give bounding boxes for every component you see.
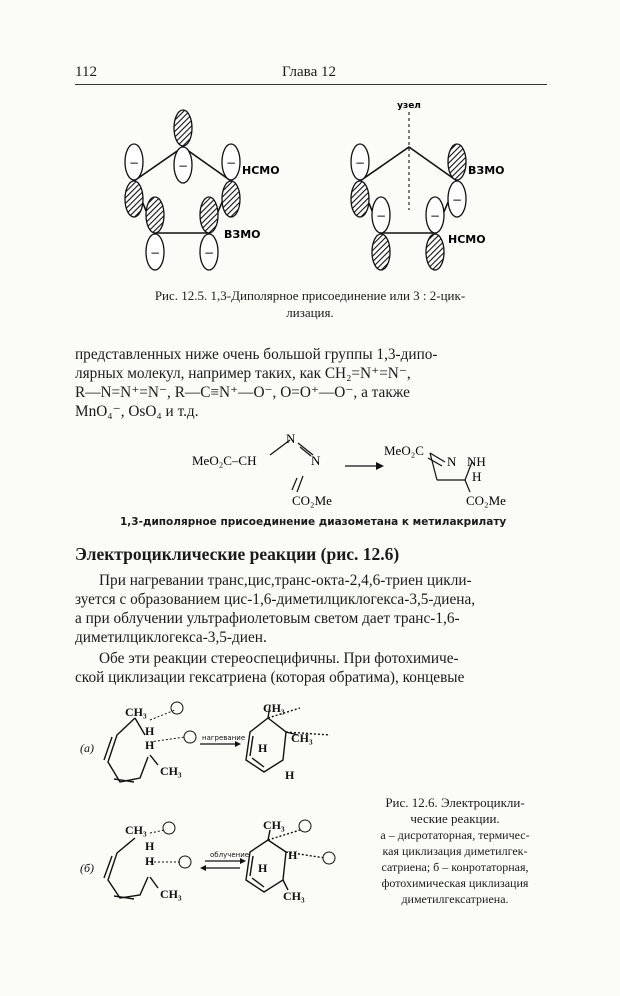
section-heading: Электроциклические реакции (рис. 12.6) xyxy=(75,544,400,564)
acrylate-ester: CO₂Me xyxy=(292,493,332,508)
n-label: N xyxy=(286,431,296,446)
reactant-ester: MeO₂C–CH xyxy=(192,453,257,468)
homo-label-left: ВЗМО xyxy=(224,228,261,241)
homo-label-right: ВЗМО xyxy=(468,164,505,177)
minus-sign: − xyxy=(128,156,140,170)
product-ester-bottom: CO₂Me xyxy=(466,493,506,508)
text-line: зуется с образованием цис-1,6-диметилциклогекса-3,5-диена, xyxy=(75,591,476,608)
text-line: диметилциклогекса-3,5-диен. xyxy=(75,629,267,646)
cyclohexadiene-a xyxy=(246,705,330,772)
ch3-label: CH₃ xyxy=(283,889,305,903)
lumo-label-right: НСМО xyxy=(448,233,486,246)
ch3-label: CH₃ xyxy=(291,731,313,745)
minus-sign: − xyxy=(375,209,387,223)
arrow-b-label: облучение xyxy=(210,851,250,859)
ch3-label: CH₃ xyxy=(125,823,147,837)
node-label: узел xyxy=(397,101,421,111)
chapter-title: Глава 12 xyxy=(282,64,336,80)
h-label: H xyxy=(258,861,268,875)
text-line: При нагревании транс,цис,транс-окта-2,4,6-триен цикли- xyxy=(99,572,472,589)
text-line: а при облучении ультрафиолетовым светом дает транс-1,6- xyxy=(75,610,460,627)
text-line: представленных ниже очень большой группы 1,3-дипо- xyxy=(75,346,438,363)
caption-body: диметилгексатриена. xyxy=(401,892,509,906)
product-ester-top: MeO₂C xyxy=(384,443,424,458)
text-line: ской циклизации гексатриена (которая обратима), концевые xyxy=(75,669,465,686)
minus-sign: − xyxy=(225,156,237,170)
minus-sign: − xyxy=(451,193,463,207)
caption-title: ческие реакции. xyxy=(410,811,500,826)
caption-line: Рис. 12.5. 1,3-Диполярное присоединение или 3 : 2-цик- xyxy=(154,288,466,303)
h-label: H xyxy=(145,854,155,868)
minus-sign: − xyxy=(149,246,161,260)
text-line: Обе эти реакции стереоспецифичны. При фотохимиче- xyxy=(99,650,459,667)
minus-sign: − xyxy=(177,159,189,173)
h-label: H xyxy=(145,839,155,853)
ch3-label: CH₃ xyxy=(263,701,285,715)
label-a: (а) xyxy=(80,741,94,755)
minus-sign: − xyxy=(354,156,366,170)
caption-line: лизация. xyxy=(286,305,334,320)
h-label: H xyxy=(285,768,295,782)
text-line: лярных молекул, например таких, как CH₂=N⁺=N⁻, xyxy=(75,365,411,382)
page-number: 112 xyxy=(75,64,97,80)
arrow-a-label: нагревание xyxy=(202,734,246,742)
reaction-caption: 1,3-диполярное присоединение диазометана к метилакрилату xyxy=(120,516,507,528)
minus-sign: − xyxy=(203,246,215,260)
caption-body: сатриена; б – конротаторная, xyxy=(381,860,529,874)
ch3-label: CH₃ xyxy=(263,818,285,832)
ch3-label: CH₃ xyxy=(160,887,182,901)
caption-title: Рис. 12.6. Электроцикли- xyxy=(385,795,525,810)
ch3-label: CH₃ xyxy=(160,764,182,778)
text-line: R—N=N⁺=N⁻, R—C≡N⁺—O⁻, O=O⁺—O⁻, а также xyxy=(75,384,410,401)
label-b: (б) xyxy=(80,861,95,875)
caption-body: а – дисротаторная, термичес- xyxy=(380,828,530,842)
h-label: H xyxy=(145,724,155,738)
product-h: H xyxy=(472,469,482,484)
ch3-label: CH₃ xyxy=(125,705,147,719)
product-nh: NH xyxy=(467,454,486,469)
text-line: MnO₄⁻, OsO₄ и т.д. xyxy=(75,403,199,420)
figure-12-6-caption xyxy=(360,795,550,907)
h-label: H xyxy=(145,738,155,752)
caption-body: кая циклизация диметилгек- xyxy=(382,844,528,858)
caption-body: фотохимическая циклизация xyxy=(381,876,529,890)
minus-sign: − xyxy=(429,209,441,223)
h-label: H xyxy=(288,848,298,862)
h-label: H xyxy=(258,741,268,755)
product-n: N xyxy=(447,454,457,469)
n-label: N xyxy=(311,453,321,468)
lumo-label-left: НСМО xyxy=(242,164,280,177)
